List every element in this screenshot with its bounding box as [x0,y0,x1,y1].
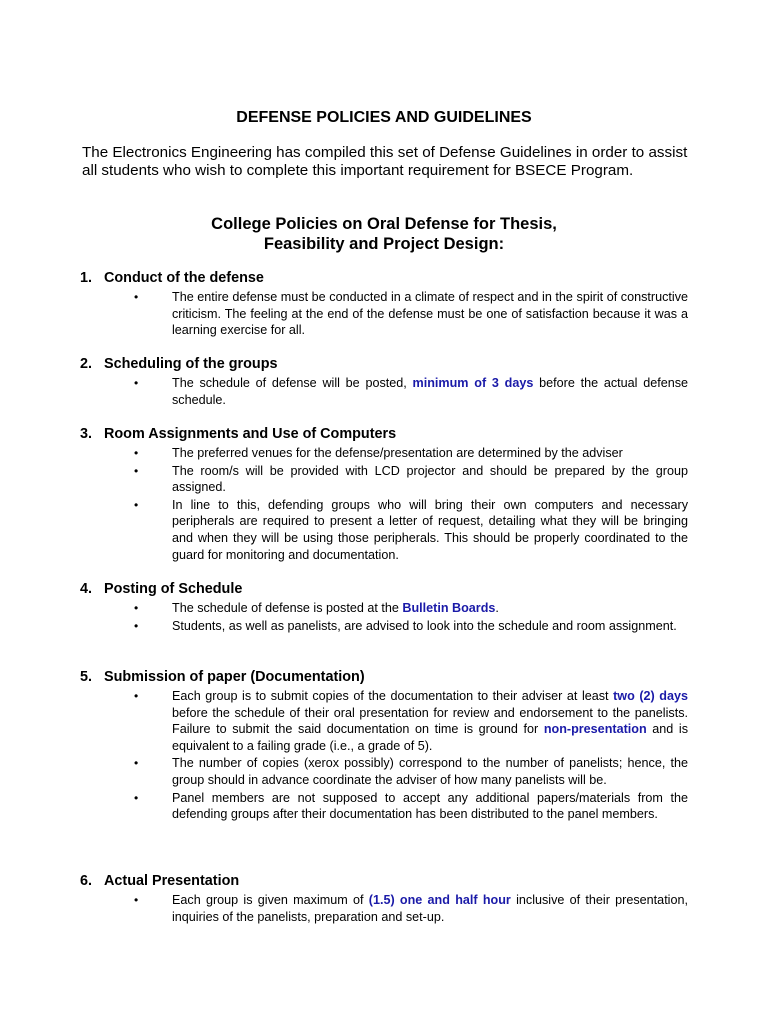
subtitle-line: Feasibility and Project Design: [263,235,505,253]
section-heading [80,669,688,686]
bullet-list [80,600,688,634]
section-heading [80,270,688,287]
bullet-list [80,375,688,408]
bullet-icon: • [134,618,139,633]
section-room-assignments [80,426,688,564]
section-number: 2. [80,356,93,372]
list-item [80,688,688,754]
subtitle-line: College Policies on Oral Defense for Thesis, [211,215,557,233]
item-text: before the schedule of their oral presentation for review and endorsement to the panelists. Failure to submit the said documentation on time is ground for [172,705,688,737]
list-item [80,618,688,635]
section-heading [80,426,688,443]
highlight-text: (1.5) one and half hour [368,893,511,907]
item-text: In line to this, defending groups who will bring their own computers and necessary peripherals are required to present a letter of request, detailing what they will be bringing and when they will be using those peripherals. This should be properly coordinated to the guard for monitoring and documentation. [172,497,688,562]
highlight-text: Bulletin Boards [402,601,496,615]
bullet-icon: • [134,689,139,703]
section-heading [80,873,688,890]
item-text: Panel members are not supposed to accept any additional papers/materials from the defending groups after their documentation has been distributed to the panel members. [172,790,688,822]
bullet-icon: • [134,497,139,512]
list-item [80,375,688,408]
list-item [80,445,688,462]
item-text: The number of copies (xerox possibly) correspond to the number of panelists; hence, the group should in advance coordinate the adviser of how many panelists will be. [172,756,688,787]
bullet-icon: • [134,601,139,615]
section-heading [80,581,688,598]
bullet-list [80,445,688,563]
highlight-text: two (2) days [613,689,688,703]
list-item [80,790,688,823]
highlight-text: minimum of 3 days [412,376,534,390]
policies-subtitle [0,214,768,254]
section-scheduling [80,356,688,409]
list-item [80,892,688,925]
section-number: 6. [80,873,93,889]
item-text: The schedule of defense is posted at the [172,601,403,615]
document-title: DEFENSE POLICIES AND GUIDELINES [236,109,532,126]
item-text: . [495,601,499,615]
item-text: and is equivalent to a failing grade (i.e., a grade of 5). [172,722,688,753]
bullet-list [80,289,688,339]
bullet-list [80,892,688,925]
section-number: 5. [80,669,93,685]
list-item [80,289,688,339]
item-text: The schedule of defense will be posted, [172,376,413,390]
item-text: The room/s will be provided with LCD projector and should be prepared by the group assigned. [172,463,688,495]
list-item [80,497,688,563]
bullet-icon: • [134,756,139,771]
section-submission [80,669,688,824]
section-conduct [80,270,688,340]
section-heading [80,356,688,373]
section-title: Room Assignments and Use of Computers [104,426,397,442]
section-title: Scheduling of the groups [104,356,278,372]
item-text: Students, as well as panelists, are advised to look into the schedule and room assignment. [172,618,677,633]
item-text: Each group is given maximum of [172,893,369,907]
list-item [80,755,688,788]
section-title: Posting of Schedule [104,581,243,597]
section-title: Submission of paper (Documentation) [104,669,365,685]
item-text: The entire defense must be conducted in a climate of respect and in the spirit of constructive criticism. The feeling at the end of the defense must be one of satisfaction because it was a learning exercise for all. [172,290,688,338]
section-posting [80,581,688,635]
bullet-icon: • [134,376,139,390]
item-text: before the actual defense schedule. [172,376,689,407]
bullet-icon: • [134,893,139,907]
highlight-text: non-presentation [543,722,647,737]
section-number: 4. [80,581,93,597]
intro-paragraph: The Electronics Engineering has compiled this set of Defense Guidelines in order to assist all students who wish to complete this important requirement for BSECE Program. [82,144,688,179]
bullet-list [80,688,688,823]
section-number: 1. [80,270,93,286]
bullet-icon: • [134,290,139,304]
section-title: Actual Presentation [104,873,240,889]
item-text: inclusive of their presentation, inquiries of the panelists, preparation and set-up. [172,893,688,924]
list-item [80,600,688,617]
section-title: Conduct of the defense [104,270,264,286]
section-actual-presentation [80,873,688,926]
item-text: Each group is to submit copies of the documentation to their adviser at least [172,689,614,703]
item-text: The preferred venues for the defense/presentation are determined by the adviser [172,446,623,460]
bullet-icon: • [134,790,139,805]
list-item [80,463,688,496]
bullet-icon: • [134,463,139,478]
bullet-icon: • [134,446,139,460]
section-number: 3. [80,426,93,442]
